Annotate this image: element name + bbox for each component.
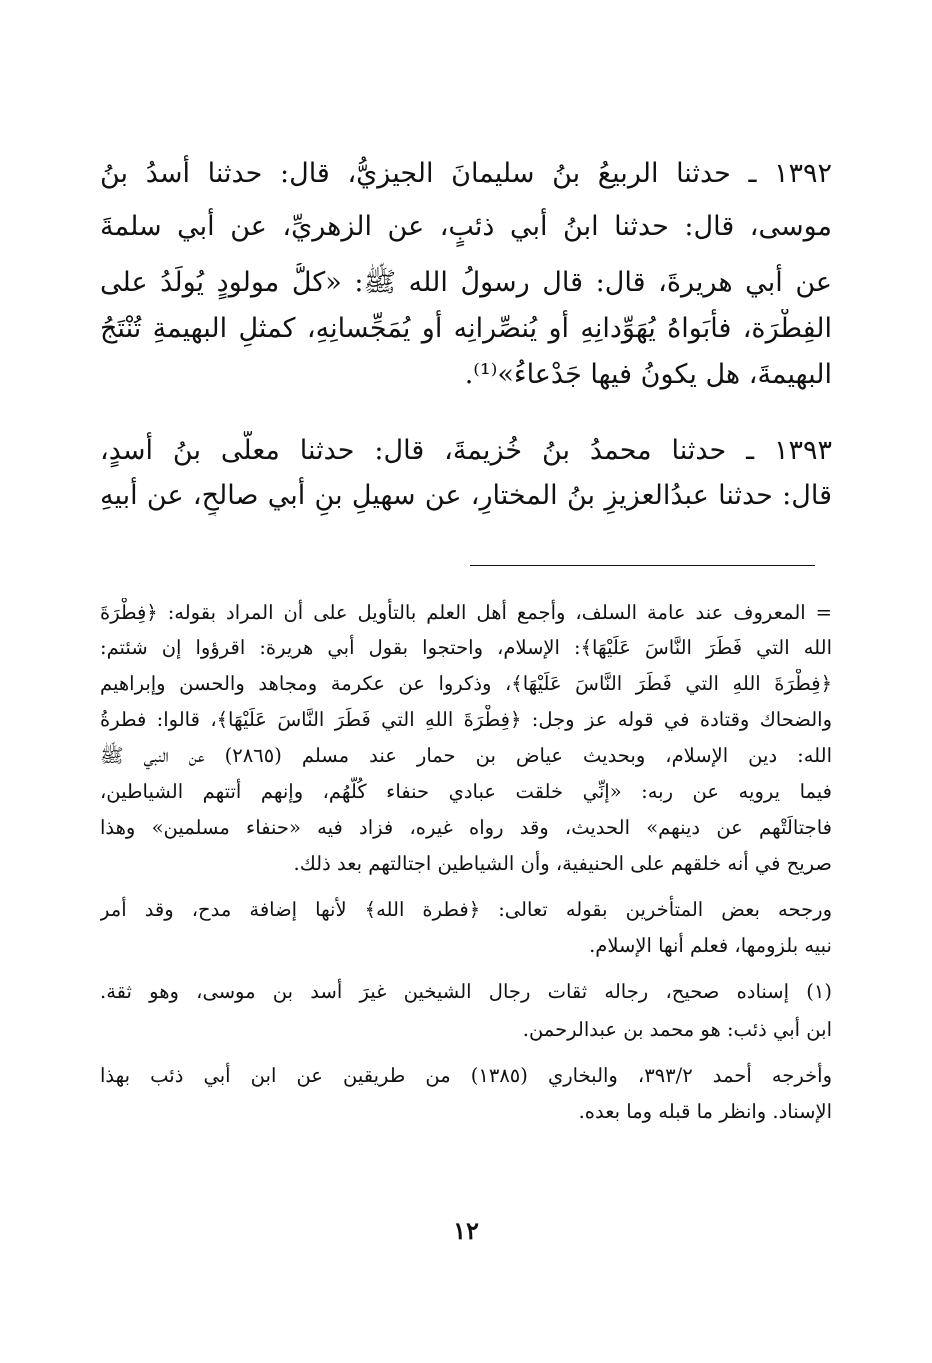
page-number: ١٢ <box>453 1216 479 1245</box>
hadith-1392-line-5: البهيمةَ، هل يكونُ فيها جَدْعاءُ»⁽¹⁾. <box>464 359 832 390</box>
footnote-line: ورجحه بعض المتأخرين بقوله تعالى: ﴿فطرة الله﴾ لأنها إضافة مدح، وقد أمر <box>100 898 832 921</box>
footnote-1-line: ابن أبي ذئب: هو محمد بن عبدالرحمن. <box>522 1018 832 1041</box>
footnote-line: الله التي فَطَرَ النَّاسَ عَلَيْهَا﴾: الإسلام، واحتجوا بقول أبي هريرة: اقرؤوا إن شئتم: <box>100 636 832 659</box>
hadith-1392-line-1: ١٣٩٢ ـ حدثنا الربيعُ بنُ سليمانَ الجيزيُّ، قال: حدثنا أسدُ بنُ <box>100 158 832 189</box>
footnote-1-source-line: وأخرجه أحمد ٣٩٣/٢، والبخاري (١٣٨٥) من طريقين عن ابن أبي ذئب بهذا <box>100 1064 832 1087</box>
hadith-1393-line-2: قال: حدثنا عبدُالعزيزِ بنُ المختارِ، عن سهيلِ بنِ أبي صالحٍ، عن أبيهِ <box>100 480 832 511</box>
footnote-line: والضحاك وقتادة في قوله عز وجل: ﴿فِطْرَةَ اللهِ التي فَطَرَ النَّاسَ عَلَيْهَا﴾، قالوا: فطرةُ <box>100 708 832 731</box>
footnote-line: نبيه بلزومها، فعلم أنها الإسلام. <box>589 934 832 957</box>
footnote-line: صريح في أنه خلقهم على الحنيفية، وأن الشياطين اجتالتهم بعد ذلك. <box>293 852 832 875</box>
hadith-1393-line-1: ١٣٩٣ ـ حدثنا محمدُ بنُ خُزيمةَ، قال: حدثنا معلَّى بنُ أسدٍ، <box>100 435 832 466</box>
footnote-1-source-line: الإسناد. وانظر ما قبله وما بعده. <box>578 1100 832 1123</box>
footnote-line: = المعروف عند عامة السلف، وأجمع أهل العلم بالتأويل على أن المراد بقوله: ﴿فِطْرَةَ <box>100 601 832 624</box>
footnote-line: فيما يرويه عن ربه: «إنِّي خلقت عبادي حنفاء كُلَّهُم، وإنهم أتتهم الشياطين، <box>100 780 832 803</box>
hadith-1392-line-4: الفِطْرَة، فأبَواهُ يُهَوِّدانِهِ أو يُنصِّرانِه أو يُمَجِّسانِهِ، كمثلِ البهيمةِ تُنْتَجُ <box>100 313 832 344</box>
footnote-line: ﴿فِطْرَةَ اللهِ التي فَطَرَ النَّاسَ عَلَيْهَا﴾، وذكروا عن عكرمة ومجاهد والحسن وإبراهيم <box>100 672 832 695</box>
footnote-separator <box>470 565 815 566</box>
footnote-1-line: (١) إسناده صحيح، رجاله ثقات رجال الشيخين غيرَ أسد بن موسى، وهو ثقة. <box>100 980 832 1003</box>
hadith-1392-line-2: موسى، قال: حدثنا ابنُ أبي ذئبٍ، عن الزهريِّ، عن أبي سلمةَ <box>100 211 832 242</box>
hadith-1392-line-3: عن أبي هريرةَ، قال: قال رسولُ الله ﷺ: «كلُّ مولودٍ يُولَدُ على <box>100 267 832 298</box>
footnote-line: فاجتالَتْهم عن دينهم» الحديث، وقد رواه غيره، فزاد فيه «حنفاء مسلمين» وهذا <box>100 816 832 839</box>
footnote-line: الله: دين الإسلام، وبحديث عياض بن حمار عند مسلم (٢٨٦٥) عن النبي ﷺ <box>100 744 832 767</box>
